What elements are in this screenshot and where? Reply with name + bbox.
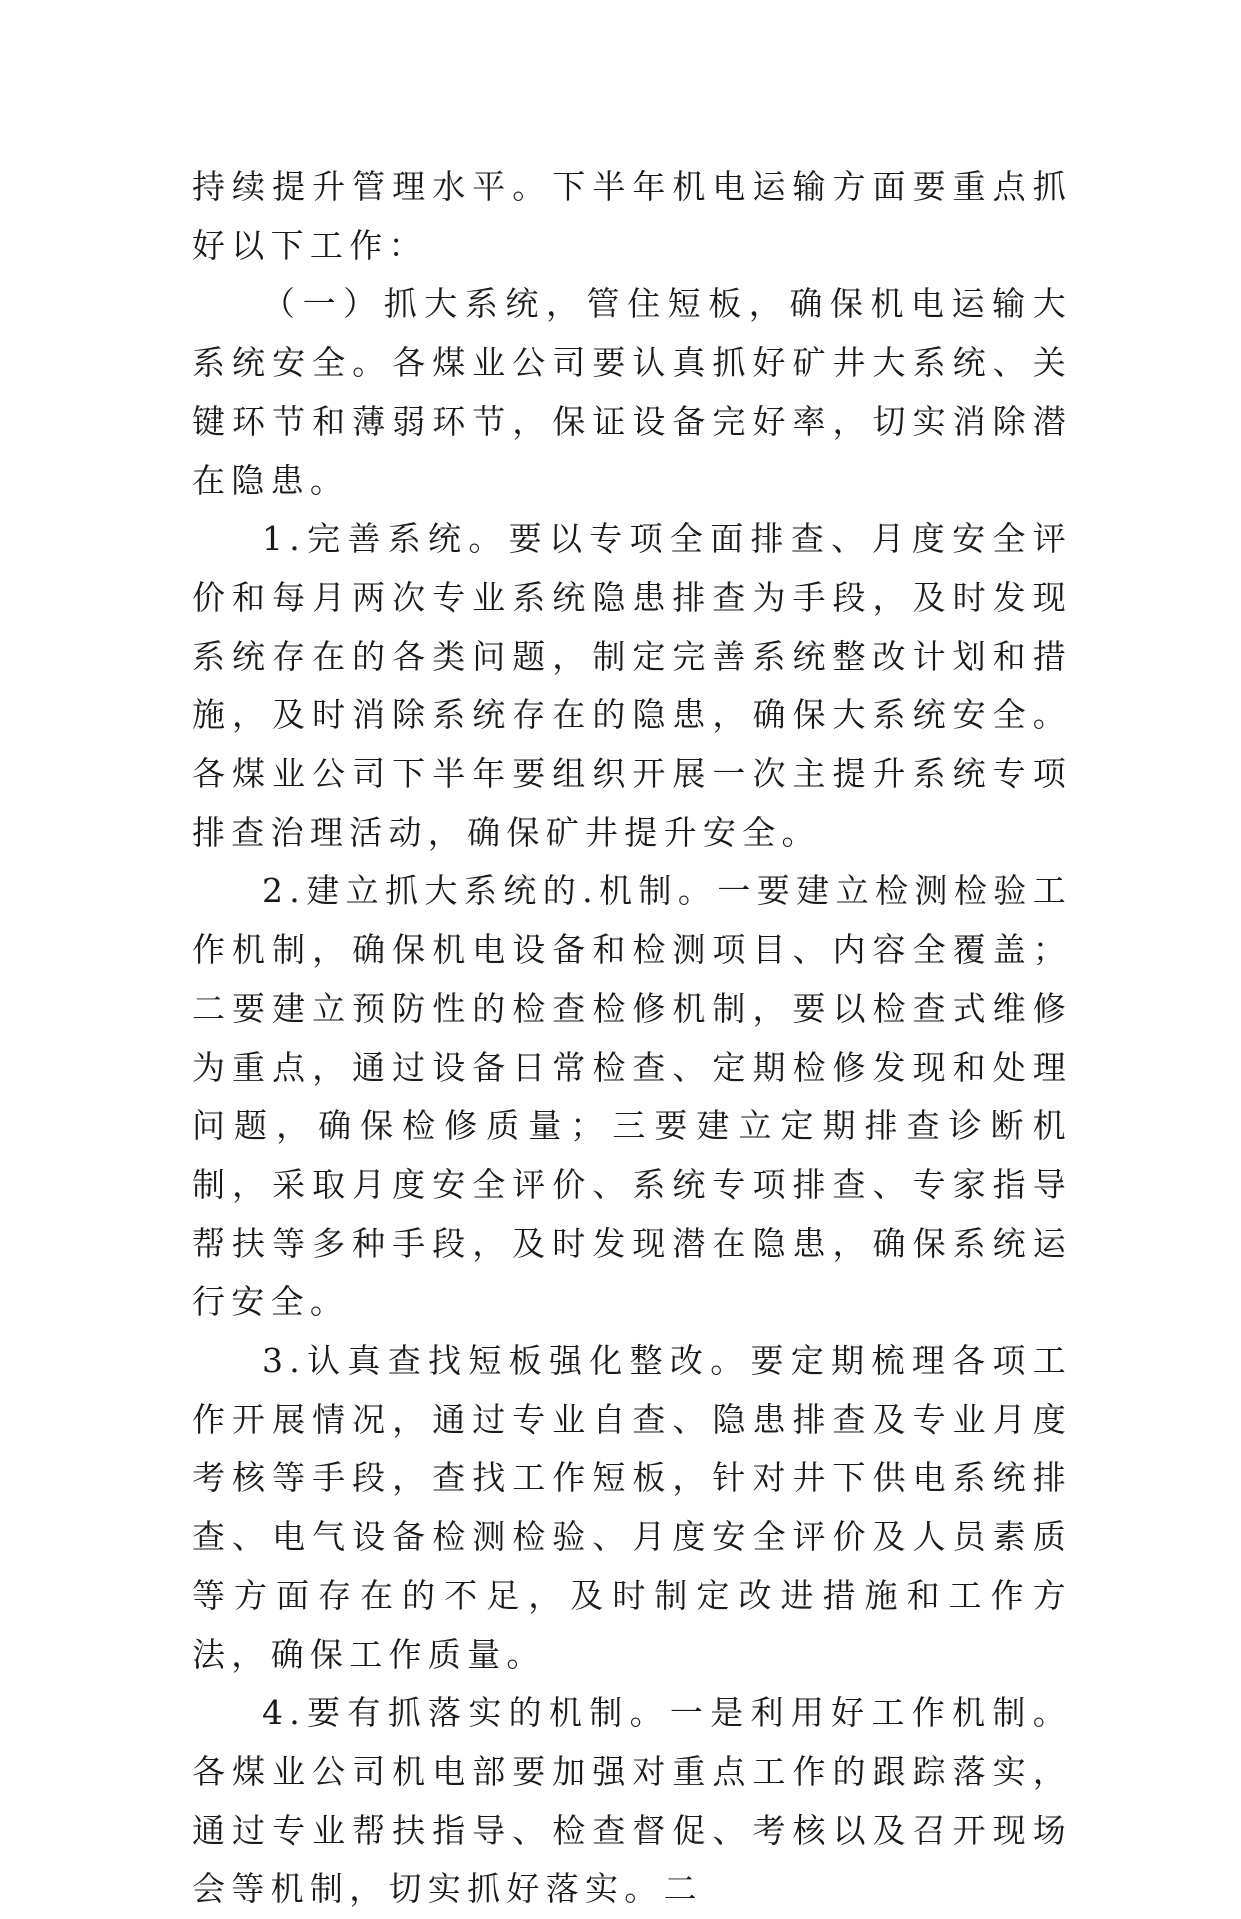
body-text (192, 158, 1072, 1919)
paragraph-continuation: 持续提升管理水平。下半年机电运输方面要重点抓好以下工作： (192, 167, 1072, 265)
paragraph-item-4: 4.要有抓落实的机制。一是利用好工作机制。各煤业公司机电部要加强对重点工作的跟踪落实，通过专业帮扶指导、检查督促、考核以及召开现场会等机制，切实抓好落实。二 (192, 1693, 1072, 1909)
section-heading-1: （一）抓大系统，管住短板，确保机电运输大系统安全。各煤业公司要认真抓好矿井大系统、关键环节和薄弱环节，保证设备完好率，切实消除潜在隐患。 (192, 284, 1072, 500)
paragraph-item-3: 3.认真查找短板强化整改。要定期梳理各项工作开展情况，通过专业自查、隐患排查及专业月度考核等手段，查找工作短板，针对井下供电系统排查、电气设备检测检验、月度安全评价及人员素质等方面存在的不足，及时制定改进措施和工作方法，确保工作质量。 (192, 1341, 1072, 1674)
paragraph-item-1: 1.完善系统。要以专项全面排查、月度安全评价和每月两次专业系统隐患排查为手段，及时发现系统存在的各类问题，制定完善系统整改计划和措施，及时消除系统存在的隐患，确保大系统安全。各煤业公司下半年要组织开展一次主提升系统专项排查治理活动，确保矿井提升安全。 (192, 519, 1072, 852)
paragraph-item-2: 2.建立抓大系统的.机制。一要建立检测检验工作机制，确保机电设备和检测项目、内容全覆盖；二要建立预防性的检查检修机制，要以检查式维修为重点，通过设备日常检查、定期检修发现和处理问题，确保检修质量；三要建立定期排查诊断机制，采取月度安全评价、系统专项排查、专家指导帮扶等多种手段，及时发现潜在隐患，确保系统运行安全。 (192, 871, 1072, 1322)
